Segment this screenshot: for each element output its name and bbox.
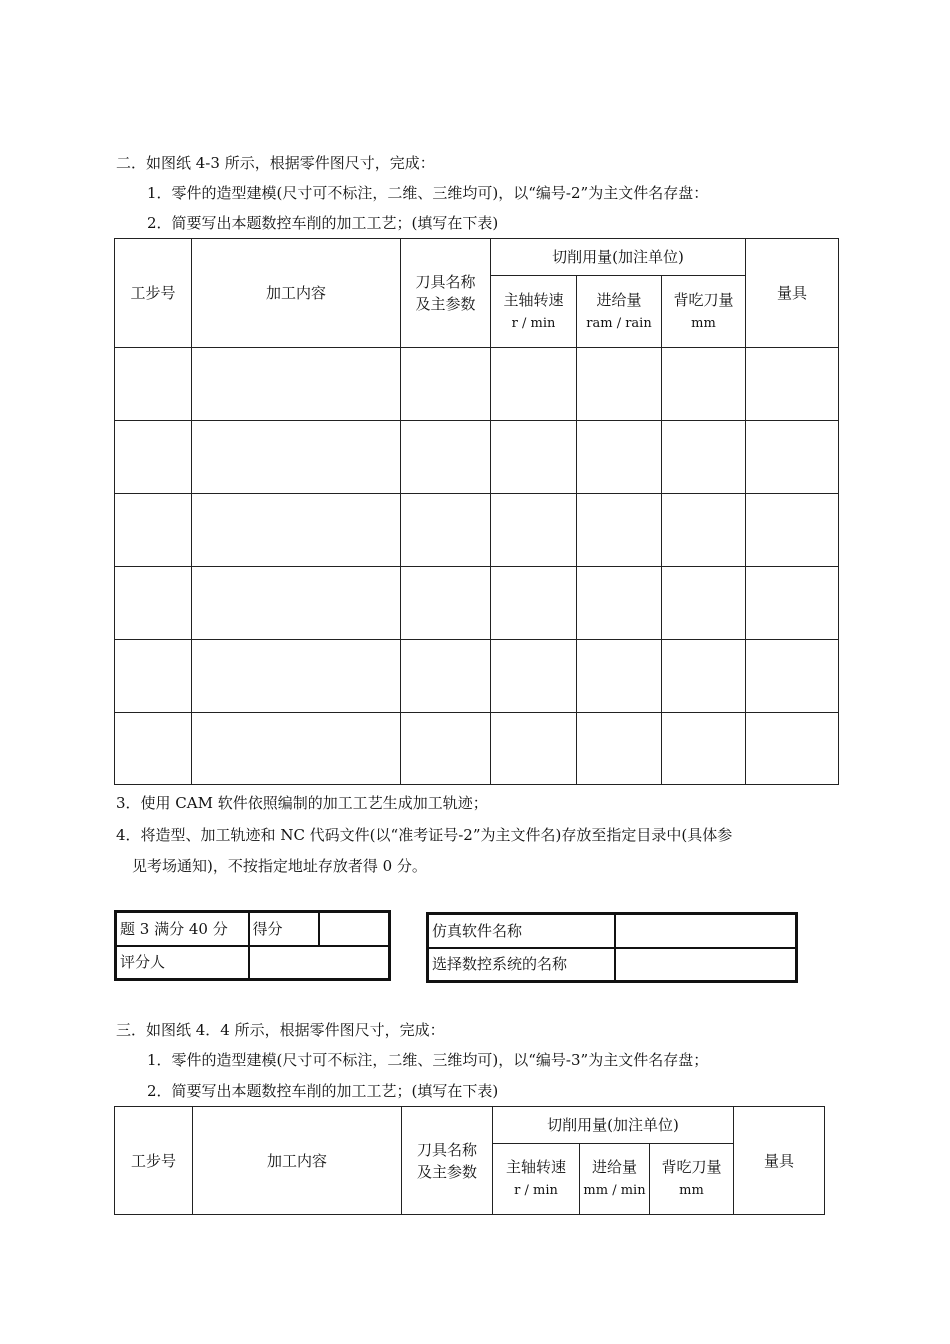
section3-item1: 1．零件的造型建模(尺寸可不标注，二维、三维均可)，以“编号-3”为主文件名存盘； <box>147 1051 709 1069</box>
header-spindle: 主轴转速 r / min <box>493 1144 580 1215</box>
table-row <box>115 348 839 421</box>
section2-item4-line1: 4．将造型、加工轨迹和 NC 代码文件(以“准考证号-2”为主文件名)存放至指定目录中(具体参 <box>116 826 733 844</box>
process-table-1 <box>114 238 839 785</box>
grader-value[interactable] <box>249 946 390 980</box>
header-gauge: 量具 <box>746 239 839 348</box>
header-cutting: 切削用量(加注单位) <box>491 239 746 276</box>
sim-system-value[interactable] <box>615 948 797 982</box>
header-spindle: 主轴转速 r / min <box>491 276 577 348</box>
section2-item3: 3．使用 CAM 软件依照编制的加工工艺生成加工轨迹； <box>116 794 488 812</box>
section2-item2: 2．简要写出本题数控车削的加工工艺；(填写在下表) <box>147 214 499 232</box>
table-row <box>115 494 839 567</box>
sim-system-label: 选择数控系统的名称 <box>428 948 615 982</box>
header-content: 加工内容 <box>192 239 401 348</box>
header-content: 加工内容 <box>193 1107 402 1215</box>
section3-item2: 2．简要写出本题数控车削的加工工艺；(填写在下表) <box>147 1082 499 1100</box>
table-row <box>115 421 839 494</box>
table-row <box>115 567 839 640</box>
score-full-label: 题 3 满分 40 分 <box>116 912 249 946</box>
grader-label: 评分人 <box>116 946 249 980</box>
header-depth: 背吃刀量 mm <box>662 276 746 348</box>
sim-software-value[interactable] <box>615 914 797 948</box>
header-cutting: 切削用量(加注单位) <box>493 1107 734 1144</box>
table-row <box>115 640 839 713</box>
header-feed: 进给量 ram / rain <box>577 276 662 348</box>
process-table-2 <box>114 1106 825 1215</box>
sim-software-label: 仿真软件名称 <box>428 914 615 948</box>
table-row <box>115 713 839 785</box>
score-table <box>114 910 391 981</box>
header-step: 工步号 <box>115 239 192 348</box>
header-tool: 刀具名称 及主参数 <box>401 239 491 348</box>
score-value[interactable] <box>319 912 390 946</box>
section2-item4-line2: 见考场通知)，不按指定地址存放者得 0 分。 <box>132 857 427 875</box>
section2-item1: 1．零件的造型建模(尺寸可不标注，二维、三维均可)，以“编号-2”为主文件名存盘： <box>147 184 709 202</box>
header-feed: 进给量 mm / min <box>580 1144 650 1215</box>
header-step: 工步号 <box>115 1107 193 1215</box>
score-label: 得分 <box>249 912 319 946</box>
simulation-table <box>426 912 798 983</box>
header-gauge: 量具 <box>734 1107 825 1215</box>
section3-heading: 三．如图纸 4．4 所示，根据零件图尺寸，完成： <box>116 1021 445 1039</box>
header-depth: 背吃刀量 mm <box>650 1144 734 1215</box>
section2-heading: 二．如图纸 4-3 所示，根据零件图尺寸，完成： <box>116 154 435 172</box>
header-tool: 刀具名称 及主参数 <box>402 1107 493 1215</box>
